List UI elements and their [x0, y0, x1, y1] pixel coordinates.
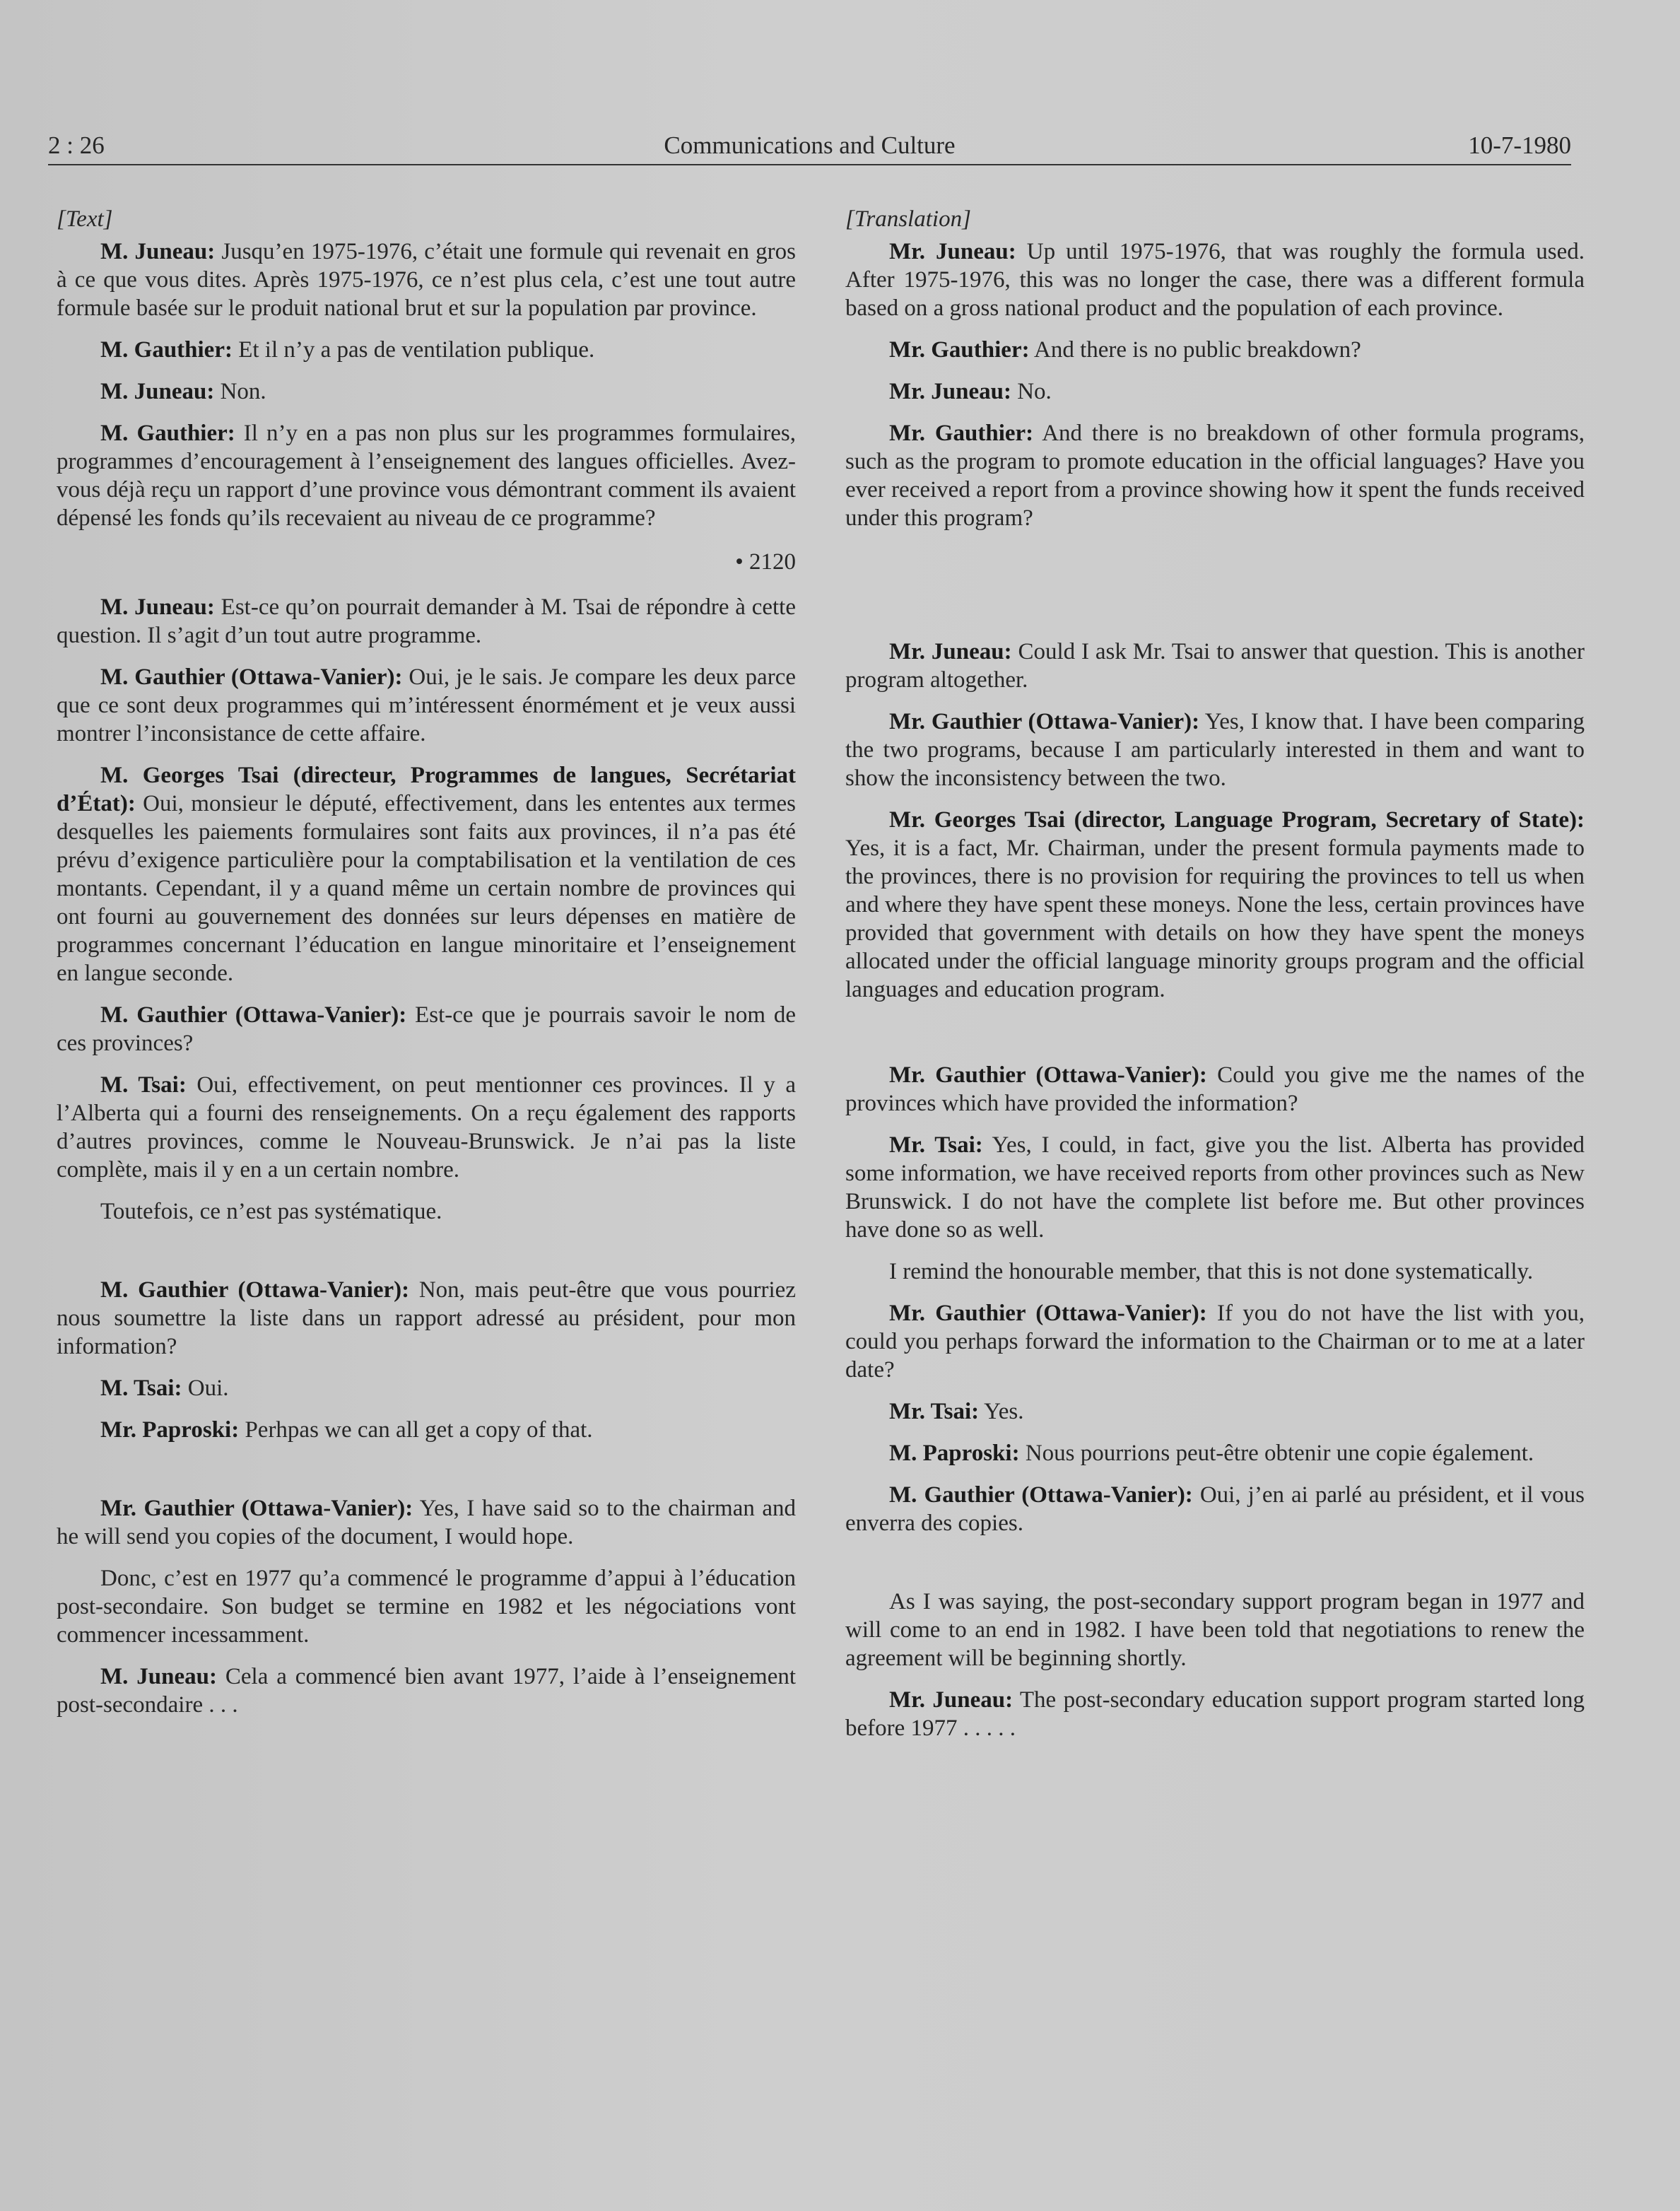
- time-marker: • 2120: [735, 549, 796, 575]
- spacer: [845, 601, 1585, 638]
- speaker-name: M. Tsai:: [100, 1376, 182, 1401]
- paragraph: [845, 237, 1585, 322]
- speech-text: Oui.: [182, 1376, 229, 1401]
- speech-text: Oui, j’en ai parlé au président, et il vous enverra des copies.: [845, 1482, 1585, 1536]
- speech-text: Yes, I have said so to the chairman and he will send you copies of the document, I would hope.: [57, 1496, 796, 1549]
- speech-text: Donc, c’est en 1977 qu’a commencé le programme d’appui à l’éducation post-secondaire. Son budget se termine en 1982 et les négociations vont commencer incessamment.: [57, 1566, 796, 1648]
- speech-text: Yes, it is a fact, Mr. Chairman, under the present formula payments made to the provinces, there is no provision for requiring the provinces to tell us when and where they have spent these moneys. None the less, certain provinces have provided that government with details on how they have spent the moneys allocated under the official language minority groups program and the official languages and education program.: [845, 835, 1585, 1002]
- speech-text: No.: [1011, 379, 1052, 404]
- paragraph: [57, 419, 796, 532]
- paragraph: [57, 1276, 796, 1361]
- speech-text: Yes, I know that. I have been comparing the two programs, because I am particularly interested in them and want to show the inconsistency between the two.: [845, 709, 1585, 791]
- column-heading: [Translation]: [845, 206, 971, 232]
- paragraph: [845, 336, 1585, 364]
- speaker-name: Mr. Tsai:: [889, 1399, 980, 1424]
- speech-text: Oui, je le sais. Je compare les deux parce que ce sont deux programmes qui m’intéressent énormément et je veux aussi montrer l’inconsistance de cette affaire.: [57, 664, 796, 746]
- paragraph: [57, 377, 796, 406]
- speaker-name: Mr. Gauthier (Ottawa-Vanier):: [889, 709, 1200, 734]
- speech-text: As I was saying, the post-secondary support program began in 1977 and will come to an end in 1982. I have been told that negotiations to renew the agreement will be beginning shortly.: [845, 1589, 1585, 1671]
- paragraph: [845, 638, 1585, 694]
- paragraph: [57, 663, 796, 748]
- speech-text: Non, mais peut-être que vous pourriez nous soumettre la liste dans un rapport adressé au président, pour mon information?: [57, 1277, 796, 1359]
- paragraph: [57, 1001, 796, 1057]
- paragraph: [57, 1662, 796, 1719]
- paragraph: [845, 1439, 1585, 1467]
- speaker-name: Mr. Georges Tsai (director, Language Program, Secretary of State):: [889, 807, 1585, 833]
- speaker-name: Mr. Juneau:: [889, 639, 1012, 664]
- speaker-name: M. Gauthier (Ottawa-Vanier):: [100, 664, 403, 690]
- spacer: [845, 1551, 1585, 1588]
- speaker-name: Mr. Juneau:: [889, 1687, 1014, 1713]
- speaker-name: Mr. Gauthier (Ottawa-Vanier):: [100, 1496, 413, 1521]
- speaker-name: Mr. Gauthier:: [889, 421, 1034, 446]
- speaker-name: Mr. Juneau:: [889, 239, 1016, 264]
- speech-text: And there is no breakdown of other formula programs, such as the program to promote education in the official languages? Have you ever received a report from a province showing how it spent the funds received under this program?: [845, 421, 1585, 531]
- speaker-name: M. Juneau:: [100, 239, 216, 264]
- speech-text: Toutefois, ce n’est pas systématique.: [100, 1199, 442, 1224]
- speaker-name: M. Paproski:: [889, 1441, 1020, 1466]
- paragraph: [845, 419, 1585, 532]
- page-number: 2 : 26: [48, 131, 105, 159]
- paragraph: [845, 1299, 1585, 1384]
- speech-text: Perhpas we can all get a copy of that.: [239, 1417, 593, 1443]
- speaker-name: M. Tsai:: [100, 1072, 187, 1098]
- spacer: [57, 1239, 796, 1276]
- paragraph: [57, 1197, 796, 1226]
- speaker-name: Mr. Tsai:: [889, 1132, 983, 1158]
- speaker-name: M. Gauthier (Ottawa-Vanier):: [100, 1277, 410, 1303]
- page-date: 10-7-1980: [1468, 131, 1571, 159]
- speech-text: Est-ce que je pourrais savoir le nom de ces provinces?: [57, 1002, 796, 1056]
- speaker-name: Mr. Juneau:: [889, 379, 1011, 404]
- paragraph: [57, 593, 796, 650]
- spacer: [845, 1017, 1585, 1061]
- speaker-name: M. Georges Tsai (directeur, Programmes de langues, Secrétariat d’État):: [57, 763, 796, 816]
- speech-text: Est-ce qu’on pourrait demander à M. Tsai de répondre à cette question. Il s’agit d’un tout autre programme.: [57, 594, 796, 648]
- speech-text: Non.: [214, 379, 266, 404]
- paragraph: [845, 1131, 1585, 1244]
- speaker-name: M. Gauthier (Ottawa-Vanier):: [889, 1482, 1193, 1508]
- speaker-name: M. Gauthier:: [100, 421, 235, 446]
- right-column-text: [845, 205, 1585, 1756]
- paragraph: [57, 336, 796, 364]
- speech-text: Could you give me the names of the provinces which have provided the information?: [845, 1062, 1585, 1116]
- speech-text: Oui, effectivement, on peut mentionner ces provinces. Il y a l’Alberta qui a fourni des renseignements. On a reçu également des rapports d’autres provinces, comme le Nouveau-Brunswick. Je n’ai pas la liste complète, mais il y en a un certain nombre.: [57, 1072, 796, 1183]
- paragraph: [845, 1061, 1585, 1118]
- speech-text: And there is no public breakdown?: [1029, 337, 1361, 363]
- speaker-name: M. Juneau:: [100, 594, 215, 620]
- column-heading: [Text]: [57, 206, 113, 232]
- paragraph: [57, 1494, 796, 1551]
- paragraph: [845, 1481, 1585, 1537]
- speech-text: I remind the honourable member, that this is not done systematically.: [889, 1259, 1534, 1284]
- speech-text: Il n’y en a pas non plus sur les programmes formulaires, programmes d’encouragement à l’enseignement des langues officielles. Avez-vous déjà reçu un rapport d’une province vous démontrant comment ils avaient dépensé les fonds qu’ils recevaient au niveau de ce programme?: [57, 421, 796, 531]
- paragraph: [57, 1071, 796, 1184]
- speaker-name: Mr. Gauthier (Ottawa-Vanier):: [889, 1301, 1207, 1326]
- paragraph: [57, 1416, 796, 1444]
- paragraph: [845, 1686, 1585, 1742]
- paragraph: [845, 377, 1585, 406]
- speaker-name: M. Gauthier (Ottawa-Vanier):: [100, 1002, 407, 1028]
- speech-text: Nous pourrions peut-être obtenir une copie également.: [1019, 1441, 1534, 1466]
- speech-text: Could I ask Mr. Tsai to answer that question. This is another program altogether.: [845, 639, 1585, 693]
- paragraph: [845, 1397, 1585, 1426]
- speaker-name: Mr. Gauthier (Ottawa-Vanier):: [889, 1062, 1207, 1088]
- speech-text: Up until 1975-1976, that was roughly the formula used. After 1975-1976, this was no longer the case, there was a different formula based on a gross national product and the population of each province.: [845, 239, 1585, 321]
- speech-text: If you do not have the list with you, could you perhaps forward the information to the Chairman or to me at a later date?: [845, 1301, 1585, 1383]
- speech-text: Jusqu’en 1975-1976, c’était une formule qui revenait en gros à ce que vous dites. Après 1975-1976, ce n’est plus cela, c’est une tout autre formule basée sur le produit national brut et sur la population par province.: [57, 239, 796, 321]
- speaker-name: M. Gauthier:: [100, 337, 233, 363]
- paragraph: [57, 1374, 796, 1402]
- paragraph: [845, 1257, 1585, 1286]
- paragraph: [845, 708, 1585, 792]
- spacer: [845, 546, 1585, 601]
- speaker-name: M. Juneau:: [100, 379, 215, 404]
- paragraph: [845, 806, 1585, 1004]
- speech-text: Cela a commencé bien avant 1977, l’aide à l’enseignement post-secondaire . . .: [57, 1664, 797, 1718]
- paragraph: [57, 1564, 796, 1649]
- speaker-name: Mr. Gauthier:: [889, 337, 1030, 363]
- speech-text: Yes, I could, in fact, give you the list. Alberta has provided some information, we have received reports from other provinces such as New Brunswick. I do not have the complete list before me. But other provinces have done so as well.: [845, 1132, 1585, 1243]
- speech-text: Yes.: [979, 1399, 1024, 1424]
- page-header: [48, 131, 1571, 165]
- left-column-text: [57, 205, 796, 1732]
- speaker-name: M. Juneau:: [100, 1664, 217, 1689]
- speech-text: The post-secondary education support program started long before 1977 . . . . .: [845, 1687, 1585, 1741]
- paragraph: [57, 761, 796, 987]
- speech-text: Oui, monsieur le député, effectivement, dans les ententes aux termes desquelles les paiements formulaires sont faits aux provinces, il n’a pas été prévu d’exigence particulière pour la comptabilisation et la ventilation de ces montants. Cependant, il y a quand même un certain nombre de provinces qui ont fourni au gouvernement des données sur leurs dépenses en matière de programmes concernant l’éducation en langue minoritaire et l’enseignement en langue seconde.: [57, 791, 796, 986]
- speech-text: Et il n’y a pas de ventilation publique.: [232, 337, 595, 363]
- paragraph: [57, 237, 796, 322]
- running-title: Communications and Culture: [664, 131, 956, 159]
- paragraph: [845, 1588, 1585, 1672]
- speaker-name: Mr. Paproski:: [100, 1417, 240, 1443]
- spacer: [57, 1458, 796, 1494]
